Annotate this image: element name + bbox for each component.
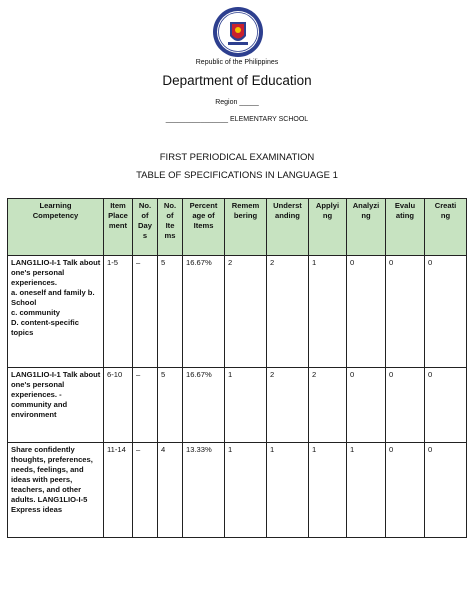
- placement-cell: 1-5: [104, 256, 133, 368]
- creating-cell: 0: [425, 256, 467, 368]
- creating-cell: 0: [425, 368, 467, 443]
- column-header: Percent age of Items: [183, 199, 225, 256]
- specifications-table: [7, 198, 467, 538]
- column-header: Applyi ng: [309, 199, 347, 256]
- applying-cell: 1: [309, 256, 347, 368]
- placement-cell: 6-10: [104, 368, 133, 443]
- evaluating-cell: 0: [386, 368, 425, 443]
- column-header: No. of Ite ms: [158, 199, 183, 256]
- days-cell: –: [133, 368, 158, 443]
- table-header-row: [8, 199, 467, 256]
- column-header: No. of Day s: [133, 199, 158, 256]
- column-header: Learning Competency: [8, 199, 104, 256]
- items-cell: 5: [158, 368, 183, 443]
- understanding-cell: 1: [267, 443, 309, 538]
- remembering-cell: 1: [225, 443, 267, 538]
- percentage-cell: 16.67%: [183, 256, 225, 368]
- table-title: TABLE OF SPECIFICATIONS IN LANGUAGE 1: [136, 170, 338, 181]
- evaluating-cell: 0: [386, 256, 425, 368]
- deped-seal-icon: [212, 6, 264, 58]
- column-header: Underst anding: [267, 199, 309, 256]
- creating-cell: 0: [425, 443, 467, 538]
- competency-cell: Share confidently thoughts, preferences, needs, feelings, and ideas with peers, teachers, and other adults. LANG1LIO-I-5 Express ideas: [8, 443, 104, 538]
- days-cell: –: [133, 256, 158, 368]
- analyzing-cell: 1: [347, 443, 386, 538]
- table-row: [8, 256, 467, 368]
- competency-cell: LANG1LIO-I-1 Talk about one's personal experiences. - community and environment: [8, 368, 104, 443]
- analyzing-cell: 0: [347, 368, 386, 443]
- school-field: ________________ ELEMENTARY SCHOOL: [165, 116, 309, 123]
- exam-title: FIRST PERIODICAL EXAMINATION: [159, 152, 315, 163]
- column-header: Creati ng: [425, 199, 467, 256]
- remembering-cell: 1: [225, 368, 267, 443]
- remembering-cell: 2: [225, 256, 267, 368]
- region-field: Region _____: [215, 99, 259, 106]
- column-header: Item Place ment: [104, 199, 133, 256]
- competency-cell: LANG1LIO-I-1 Talk about one's personal experiences. a. oneself and family b. School c. community D. content-specific topics: [8, 256, 104, 368]
- table-row: [8, 368, 467, 443]
- understanding-cell: 2: [267, 368, 309, 443]
- applying-cell: 2: [309, 368, 347, 443]
- applying-cell: 1: [309, 443, 347, 538]
- understanding-cell: 2: [267, 256, 309, 368]
- evaluating-cell: 0: [386, 443, 425, 538]
- placement-cell: 11-14: [104, 443, 133, 538]
- table-row: [8, 443, 467, 538]
- days-cell: –: [133, 443, 158, 538]
- percentage-cell: 16.67%: [183, 368, 225, 443]
- items-cell: 4: [158, 443, 183, 538]
- column-header: Remem bering: [225, 199, 267, 256]
- analyzing-cell: 0: [347, 256, 386, 368]
- column-header: Evalu ating: [386, 199, 425, 256]
- percentage-cell: 13.33%: [183, 443, 225, 538]
- republic-label: Republic of the Philippines: [195, 59, 279, 66]
- items-cell: 5: [158, 256, 183, 368]
- department-title: Department of Education: [162, 73, 312, 88]
- column-header: Analyzi ng: [347, 199, 386, 256]
